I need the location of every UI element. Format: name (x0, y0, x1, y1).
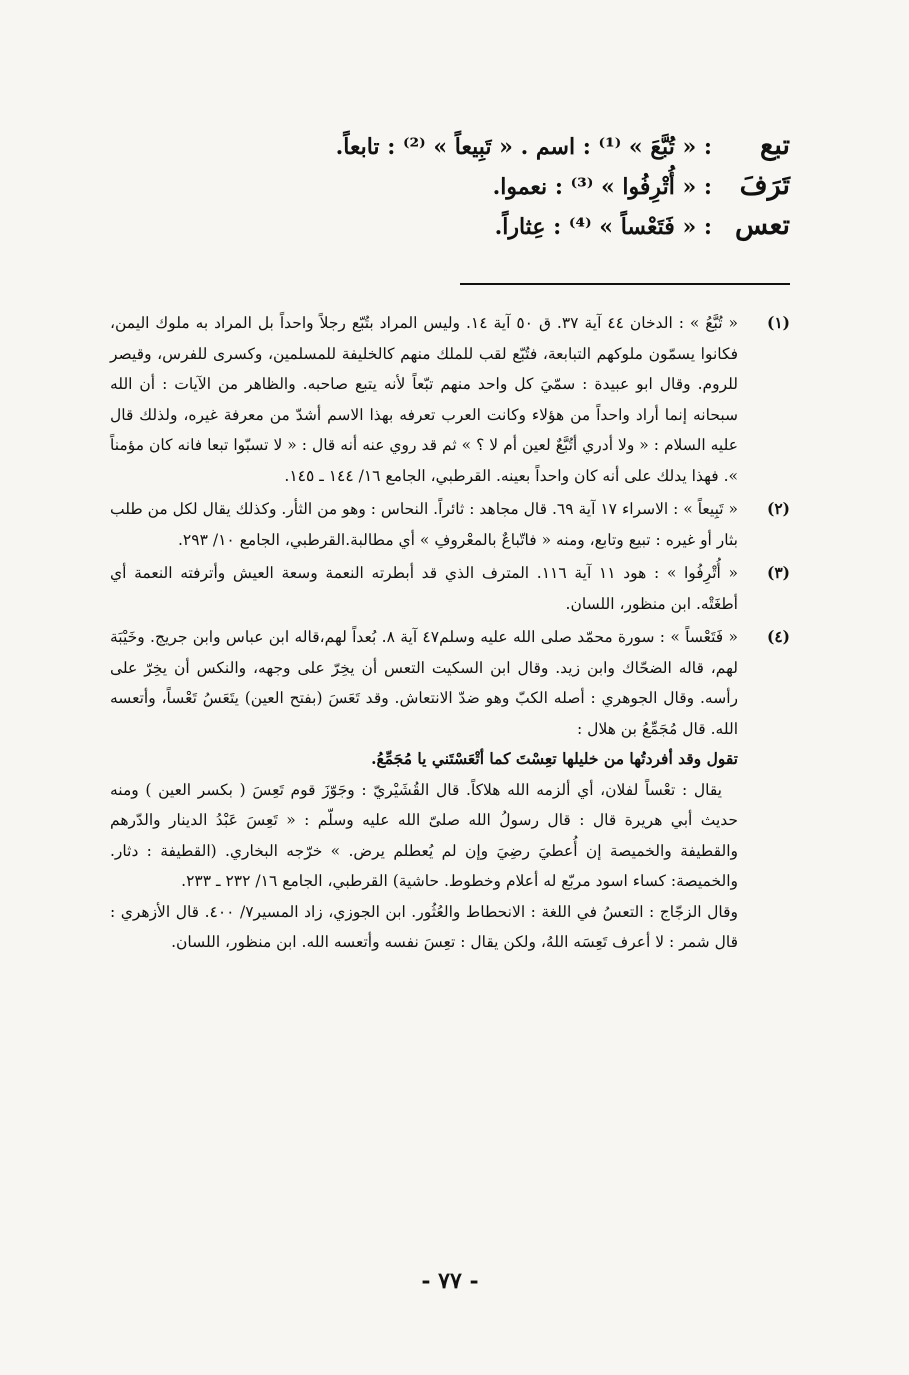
footnote-4 (110, 622, 790, 958)
glossary-entry (130, 130, 790, 170)
footnote-text: « فَتَعْساً » : سورة محمّد صلى الله عليه وسلم٤٧ آية ٨. بُعداً لهم،قاله ابن عباس وابن جريج. وخَيْبَة لهم، قاله الضحّاك وابن زيد. وقال ابن السكيت التعس أن يخِرّ على وجهه، والنكس أن يخِرّ على رأسه. وقال الجوهري : أصله الكبّ وهو ضدّ الانتعاش. وقد تَعَسَ (بفتح العين) يتَعَسُ تَعْساً، وأتعسه الله. قال مُجَمِّعُ بن هلال : (110, 628, 738, 738)
footnote-number: (٤) (766, 627, 790, 646)
footnote-text: « تَبِيعاً » : الاسراء ١٧ آية ٦٩. قال مجاهد : ثائراً. النحاس : وهو من الثأر. وكذلك يقال لكل من طلب بثار أو غيره : تبيع وتابع، ومنه « فاتّباعٌ بالمعْروفِ » أي مطالبة.القرطبي، الجامع ١٠/ ٢٩٣. (109, 500, 738, 549)
footnote-3 (110, 558, 790, 619)
entry-headword: تعس (735, 210, 790, 241)
footnotes (110, 308, 790, 961)
footnote-separator (460, 283, 790, 285)
entry-headword: تَرَفَ (739, 170, 790, 201)
page-number: - ٧٧ - (421, 1268, 479, 1294)
footnote-number: (٢) (766, 499, 790, 518)
poetry-verse: تقول وقد أفردتُها من خليلها تعِسْتَ كما أتْعَسْتَني يا مُجَمِّعُ. (371, 749, 738, 768)
glossary-entry (130, 170, 790, 210)
entry-definition: : « أُتْرِفُوا » ⁽³⁾ : نعموا. (492, 174, 712, 200)
entry-headword: تبع (759, 130, 790, 161)
entry-definition: : « فَتَعْساً » ⁽⁴⁾ : عِثاراً. (494, 214, 712, 240)
footnote-number: (١) (766, 313, 790, 332)
footnote-text: « أُتْرِفُوا » : هود ١١ آية ١١٦. المترف الذي قد أبطرته النعمة وسعة العيش وأترفته النعمة أي أطغَتْه. ابن منظور، اللسان. (110, 564, 738, 613)
footnote-number: (٣) (766, 563, 790, 582)
footnote-1 (110, 308, 790, 491)
book-page (110, 130, 790, 1310)
glossary-entry (130, 210, 790, 250)
footnote-2 (110, 494, 790, 555)
footnote-text: يقال : تعْساً لفلان، أي ألزمه الله هلاكاً. قال القُشَيْريّ : وجَوّزَ قوم تَعِسَ ( بكسر العين ) ومنه حديث أبي هريرة قال : قال رسولُ الله صلىّ الله عليه وسلّم : « تَعِسَ عَبْدُ الدينار والدّرهم والقطيفة والخميصة إن أُعطيَ رضِيَ وإن لم يُعطلم يرض. » خرّجه البخاري. (القطيفة : دثار. والخميصة: كساء اسود مربّع له أعلام وخطوط. حاشية) القرطبي، الجامع ١٦/ ٢٣٢ ـ ٢٣٣. (110, 780, 738, 890)
glossary-entries (130, 130, 790, 250)
footnote-text: « تُبَّعُ » : الدخان ٤٤ آية ٣٧. ق ٥٠ آية ١٤. وليس المراد بتُبّع رجلاً واحداً بل المراد به ملوك اليمن، فكانوا يسمّون ملوكهم التبابعة، فتُبّع لقب للملك منهم كالخليفة للمسلمين، وكسرى للفرس، وقيصر للروم. وقال ابو عبيدة : سمّيَ كل واحد منهم تبّعاً لأنه يتبع صاحبه. والظاهر من الآيات : أن الله سبحانه إنما أراد واحداً من هؤلاء وكانت العرب تعرفه بهذا الاسم أشدّ من معرفة غيره، ولذلك قال عليه السلام : « ولا أدري أتُبَّعٌ لعين أم لا ؟ » ثم قد روي عنه أنه قال : « لا تسبّوا تبعا فانه كان مؤمناً ». فهذا يدلك على أنه كان واحداً بعينه. القرطبي، الجامع ١٦/ ١٤٤ ـ ١٤٥. (110, 314, 738, 485)
footnote-text: وقال الزجّاج : التعسُ في اللغة : الانحطاط والعُثُور. ابن الجوزي، زاد المسير٧/ ٤٠٠. قال الأزهري : قال شمر : لا أعرف تَعِسَه اللهُ، ولكن يقال : تعِسَ نفسه وأتعسه الله. ابن منظور، اللسان. (110, 902, 738, 951)
entry-definition: : « تُبَّعَ » ⁽¹⁾ : اسم . « تَبِيعاً » ⁽²⁾ : تابعاً. (335, 134, 712, 160)
